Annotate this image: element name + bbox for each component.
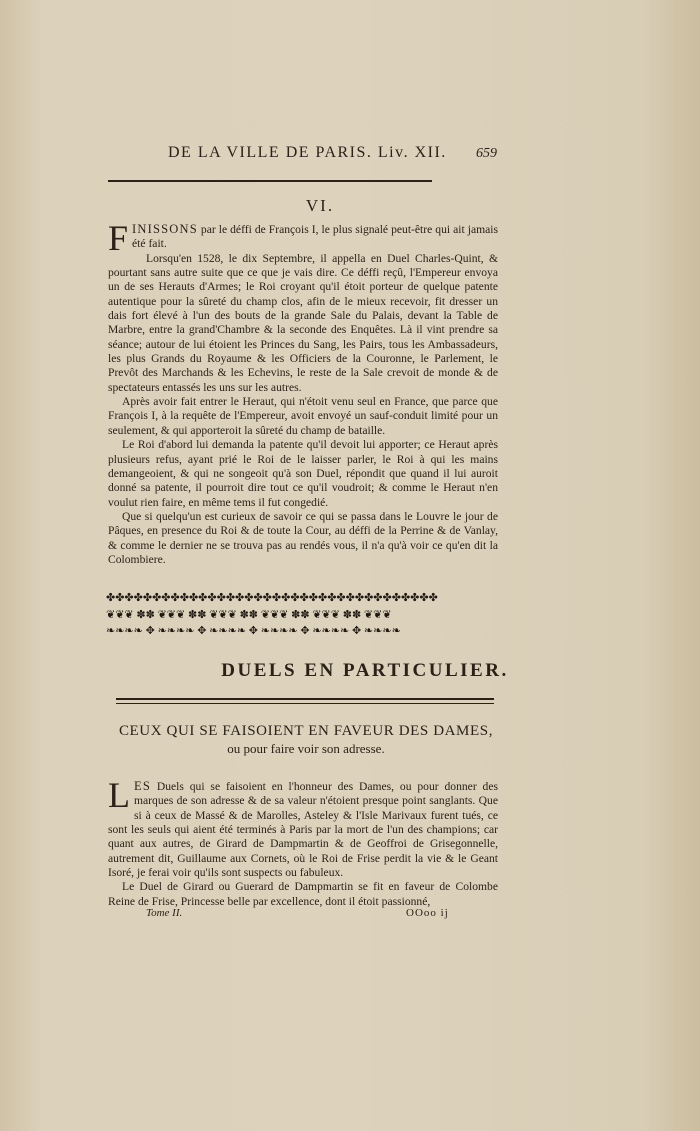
- paragraph: Après avoir fait entrer le Heraut, qui n'étoit venu seul en France, que parce que François I, à la requête de l'Empereur, avoit envoyé un sauf-conduit limité pour un seulement, & qui apporteroit la sûreté du champ de bataille.: [108, 395, 498, 437]
- heading-rule-thin: [116, 703, 494, 704]
- volume-label: Tome II.: [146, 907, 183, 919]
- paragraph: [108, 218, 498, 258]
- paragraph-text: Duels qui se faisoient en l'honneur des Dames, ou pour donner des marques de son adresse & de sa valeur n'étoient presque point sanglants. Que si à ceux de Massé & de Marolles, Asteley & l'Isle Marivaux furent tués, ce sont les seuls qui aient été terminés à Paris par la mort de l'un des champions; car quant aux autres, de Girard de Dampmartin & de Geoffroi de Grisegonnelle, autrement dit, Guillaume aux Cornets, où le Roi de Frise perdit la vie & le Geant Isoré, je ferai voir qu'ils sont suspects ou fabuleux.: [108, 780, 498, 880]
- ornament-row: ❦❦❦ ✽✽ ❦❦❦ ✽✽ ❦❦❦ ✽✽ ❦❦❦ ✽✽ ❦❦❦ ✽✽ ❦❦❦: [106, 608, 392, 621]
- drop-cap: F: [108, 218, 129, 258]
- paragraph: Que si quelqu'un est curieux de savoir ce qui se passa dans le Louvre le jour de Pâques, en presence du Roi & de toute la Cour, au déffi de la Perrine & de Vanlay, & comme le dernier ne se trouva pas au rendés vous, il n'a qu'à voir ce qu'en dit la Colombiere.: [108, 509, 498, 566]
- drop-cap: L: [108, 775, 130, 815]
- page-header: [0, 140, 700, 170]
- header-rule: [108, 180, 432, 182]
- ornament-row: ❧❧❧❧ ✥ ❧❧❧❧ ✥ ❧❧❧❧ ✥ ❧❧❧❧ ✥ ❧❧❧❧ ✥ ❧❧❧❧: [106, 625, 401, 637]
- paragraph: Lorsqu'en 1528, le dix Septembre, il appella en Duel Charles-Quint, & pourtant sans autre suite que ce que je vais dire. Ce déffi reçû, l'Empereur envoya un de ses Herauts d'Armes; le Roi croyant qu'il étoit porteur de quelque patente autentique pour la sûreté du champ clos, afin de le mieux recevoir, fit dresser un dais fort élevé à l'un des bouts de la grande Sale du Palais, devant la Table de Marbre, entre la grand'Chambre & la seconde des Enquêtes. Là il vint prendre sa séance; autour de lui étoient les Princes du Sang, les Pairs, tous les Ambassadeurs, les plus Grands du Royaume & les Officiers de la Couronne, le Parlement, le Prevôt des Marchands & les Echevins, le reste de la Sale crevoit de monde & de spectateurs entassés les uns sur les autres.: [108, 251, 498, 394]
- signature-mark: OOoo ij: [406, 907, 449, 919]
- opening-smallcaps: ES: [134, 779, 151, 793]
- running-head: DE LA VILLE DE PARIS. Liv. XII.: [168, 144, 447, 161]
- section-vi-text: [108, 218, 498, 567]
- heading-rule: [116, 698, 494, 700]
- subheading-line-1: CEUX QUI SE FAISOIENT EN FAVEUR DES DAMES,: [118, 723, 494, 739]
- subheading-line-2: ou pour faire voir son adresse.: [227, 741, 385, 756]
- section-number: VI.: [305, 196, 335, 215]
- main-heading-text: DUELS EN PARTICULIER.: [221, 660, 509, 681]
- opening-smallcaps: INISSONS: [132, 222, 198, 236]
- main-heading: [0, 660, 700, 682]
- paragraph: Le Roi d'abord lui demanda la patente qu'il devoit lui apporter; ce Heraut après plusieurs refus, ayant prié le Roi de le laisser parler, le Roi à qui les mains demangeoient, & qui ne songeoit qu'à son Duel, répondit que quand il lui auroit donné sa patente, il pourroit dire tout ce qu'il voudroit; & comme le Heraut n'en voulut rien faire, en même tems il fut congedié.: [108, 438, 498, 509]
- page-footer: [146, 907, 486, 923]
- decorative-band: [106, 592, 494, 638]
- paragraph: [108, 775, 498, 880]
- paragraph-text: par le déffi de François I, le plus signalé peut-être qui ait jamais été fait.: [132, 223, 498, 251]
- section-dames-text: [108, 775, 498, 909]
- page-number: 659: [476, 146, 497, 161]
- paragraph: Le Duel de Girard ou Guerard de Dampmartin se fit en faveur de Colombe Reine de Frise, Princesse belle par excellence, dont il étoit passionné,: [108, 880, 498, 908]
- ornament-row: ✤✤✤✤✤✤✤✤✤✤✤✤✤✤✤✤✤✤✤✤✤✤✤✤✤✤✤✤✤✤✤✤✤✤✤✤: [106, 592, 438, 604]
